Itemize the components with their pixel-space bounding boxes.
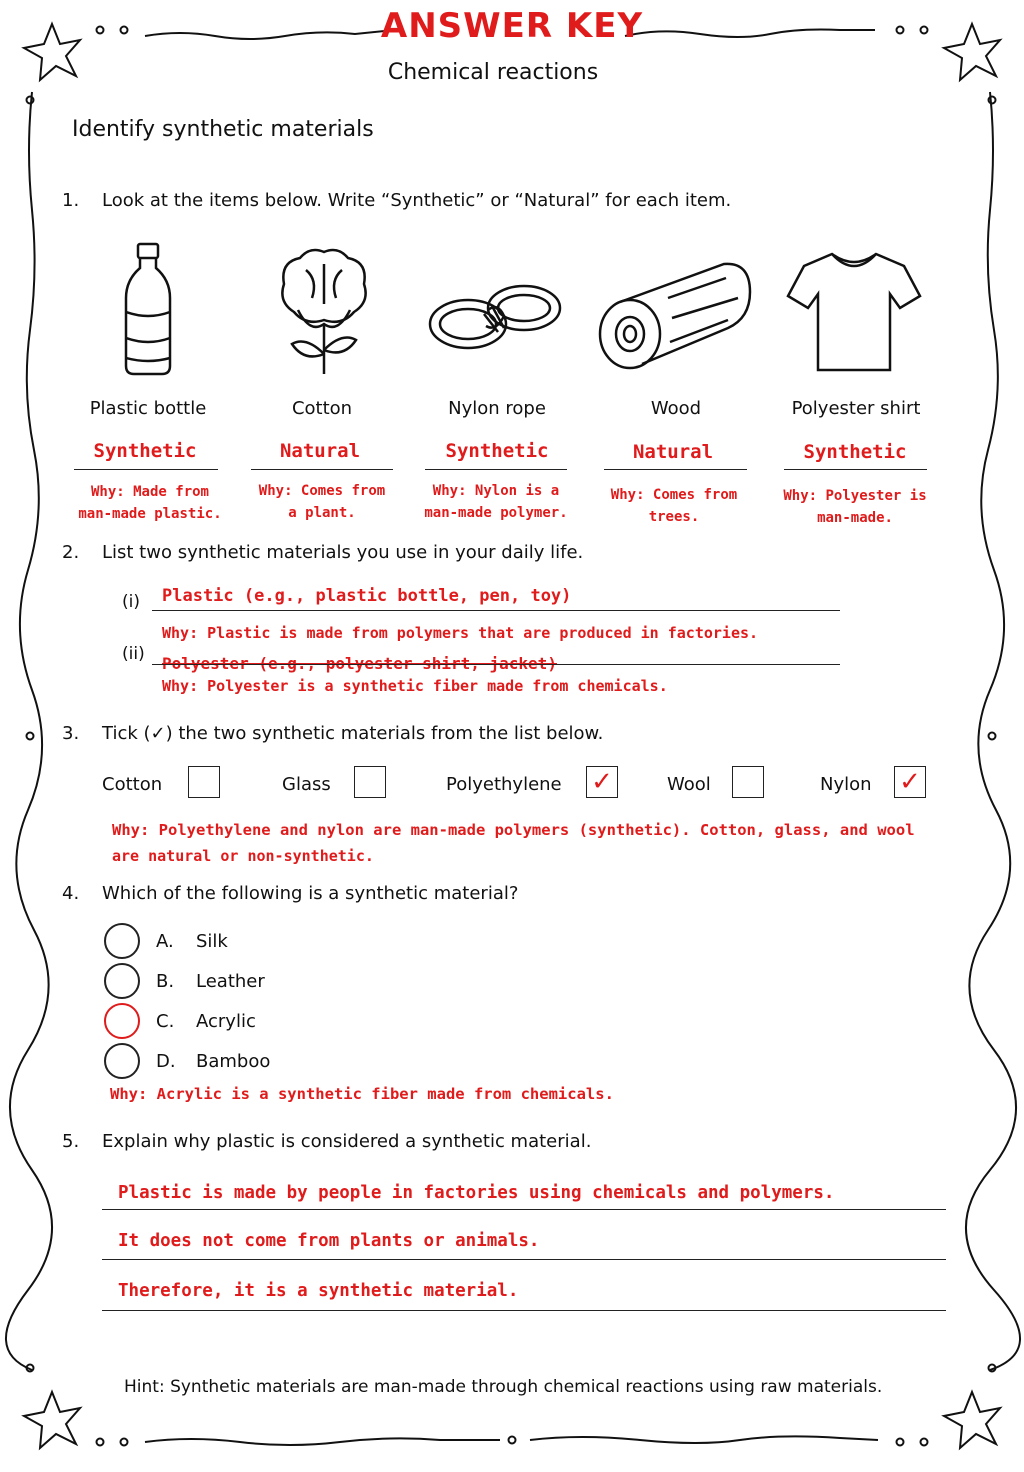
question-4-number: 4. <box>62 883 80 904</box>
why-3-line-1: Why: Polyethylene and nylon are man-made polymers (synthetic). Cotton, glass, and wool <box>112 821 915 839</box>
answer-cotton: Natural <box>279 440 361 462</box>
answer-line <box>784 469 927 470</box>
answer-line <box>152 610 840 611</box>
list-label-i: (i) <box>122 592 140 612</box>
why-polyester-shirt: Why: Polyester is man-made. <box>783 488 927 526</box>
tick-box-cotton[interactable] <box>188 766 220 798</box>
item-label-wood: Wood <box>650 398 702 419</box>
why-4: Why: Acrylic is a synthetic fiber made from chemicals. <box>110 1085 614 1103</box>
answer-5-line-2: It does not come from plants or animals. <box>118 1231 540 1251</box>
section-title: Identify synthetic materials <box>72 117 374 142</box>
why-nylon-rope: Why: Nylon is a man-made polymer. <box>424 483 568 521</box>
option-b-label: Leather <box>196 971 265 992</box>
question-4-text: Which of the following is a synthetic material? <box>102 883 519 904</box>
tick-label-polyethylene: Polyethylene <box>446 774 562 795</box>
answer-line <box>102 1209 946 1210</box>
why-2-ii: Why: Polyester is a synthetic fiber made from chemicals. <box>162 677 668 695</box>
cotton-icon <box>276 244 372 376</box>
option-a-radio[interactable] <box>104 923 140 959</box>
answer-wood: Natural <box>632 441 714 463</box>
question-1-text: Look at the items below. Write “Synthetic” or “Natural” for each item. <box>102 190 732 211</box>
answer-plastic-bottle: Synthetic <box>93 440 197 462</box>
answer-nylon-rope: Synthetic <box>445 440 549 462</box>
rope-icon <box>424 276 564 356</box>
answer-line <box>152 664 840 665</box>
option-d-letter: D. <box>156 1051 176 1072</box>
option-c-label: Acrylic <box>196 1011 256 1032</box>
tshirt-icon <box>786 250 922 374</box>
why-2-i: Why: Plastic is made from polymers that are produced in factories. <box>162 624 759 642</box>
why-cotton: Why: Comes from a plant. <box>258 483 386 521</box>
answer-line <box>102 1259 946 1260</box>
option-b-radio[interactable] <box>104 963 140 999</box>
why-plastic-bottle: Why: Made from man-made plastic. <box>78 484 222 522</box>
tick-label-glass: Glass <box>282 774 331 795</box>
option-d-radio[interactable] <box>104 1043 140 1079</box>
option-c-letter: C. <box>156 1011 175 1032</box>
question-5-text: Explain why plastic is considered a synthetic material. <box>102 1131 592 1152</box>
option-c-radio-selected[interactable] <box>104 1003 140 1039</box>
answer-line <box>74 469 218 470</box>
answer-line <box>425 469 567 470</box>
item-label-plastic-bottle: Plastic bottle <box>89 398 207 419</box>
answer-line <box>251 469 393 470</box>
option-d-label: Bamboo <box>196 1051 271 1072</box>
answer-line <box>604 469 747 470</box>
log-icon <box>598 258 754 372</box>
question-3-text: Tick (✓) the two synthetic materials from the list below. <box>102 723 604 744</box>
item-label-polyester-shirt: Polyester shirt <box>791 398 921 419</box>
answer-2-i: Plastic (e.g., plastic bottle, pen, toy) <box>162 586 572 606</box>
answer-5-line-1: Plastic is made by people in factories using chemicals and polymers. <box>118 1183 835 1203</box>
answer-2-ii: Polyester (e.g., polyester shirt, jacket) <box>162 654 557 673</box>
list-label-ii: (ii) <box>122 644 145 664</box>
answer-polyester-shirt: Synthetic <box>803 441 907 463</box>
plastic-bottle-icon <box>118 242 178 376</box>
question-1-number: 1. <box>62 190 80 211</box>
answer-line <box>102 1310 946 1311</box>
option-a-letter: A. <box>156 931 174 952</box>
item-label-cotton: Cotton <box>291 398 353 419</box>
option-a-label: Silk <box>196 931 228 952</box>
question-2-number: 2. <box>62 542 80 563</box>
hint-text: Hint: Synthetic materials are man-made through chemical reactions using raw materials. <box>124 1377 883 1397</box>
option-b-letter: B. <box>156 971 175 992</box>
why-wood: Why: Comes from trees. <box>610 487 738 525</box>
tick-box-glass[interactable] <box>354 766 386 798</box>
question-5-number: 5. <box>62 1131 80 1152</box>
page-title: ANSWER KEY <box>380 6 644 46</box>
question-3-number: 3. <box>62 723 80 744</box>
item-label-nylon-rope: Nylon rope <box>448 398 546 419</box>
answer-5-line-3: Therefore, it is a synthetic material. <box>118 1281 519 1301</box>
tick-box-nylon[interactable]: ✓ <box>894 766 926 798</box>
tick-label-cotton: Cotton <box>102 774 163 795</box>
tick-box-wool[interactable] <box>732 766 764 798</box>
question-2-text: List two synthetic materials you use in your daily life. <box>102 542 584 563</box>
tick-label-nylon: Nylon <box>820 774 872 795</box>
page-subtitle: Chemical reactions <box>387 60 599 85</box>
why-3-line-2: are natural or non-synthetic. <box>112 847 374 865</box>
tick-label-wool: Wool <box>667 774 711 795</box>
tick-box-polyethylene[interactable]: ✓ <box>586 766 618 798</box>
